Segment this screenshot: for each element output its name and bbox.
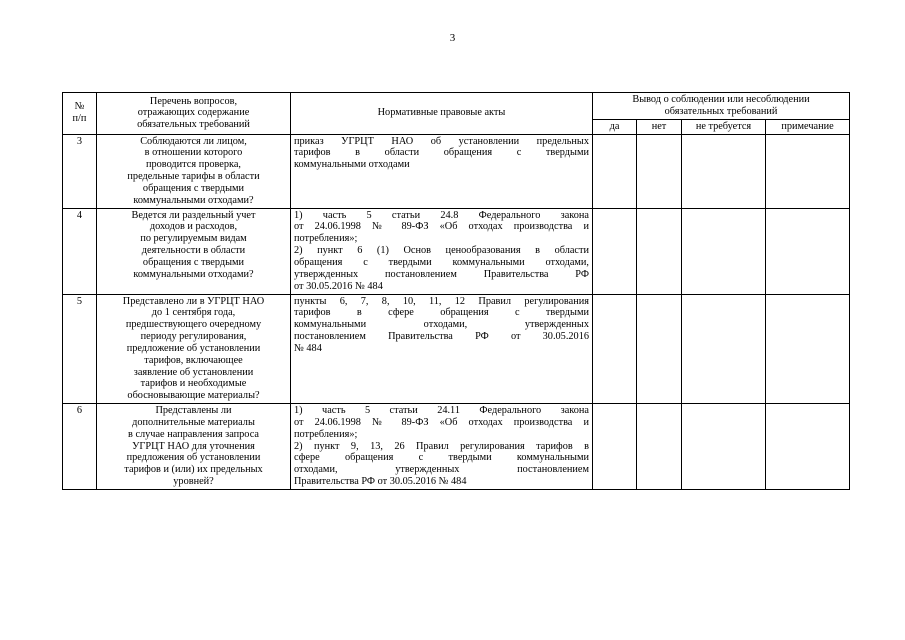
question-line: доходов и расходов, — [149, 221, 238, 233]
question-line: УГРЦТ НАО для уточнения — [132, 440, 255, 452]
no-cell — [637, 134, 682, 208]
table-row — [63, 404, 850, 490]
act-line: постановлением Правительства РФ от 30.05.2016 — [294, 331, 589, 343]
act-line: утвержденных постановлением Правительства РФ — [294, 268, 589, 280]
header-acts: Нормативные правовые акты — [291, 93, 593, 135]
row-number: 6 — [63, 404, 97, 490]
acts-cell — [291, 134, 593, 208]
act-line: от 24.06.1998 № 89-ФЗ «Об отходах производства и — [294, 416, 589, 428]
question-line: обосновывающие материалы? — [127, 390, 260, 402]
page-number: 3 — [449, 32, 456, 44]
question-line: периоду регулирования, — [140, 331, 247, 343]
act-line: обращения с твердыми коммунальными отходами, — [294, 256, 589, 268]
question-line: обращения с твердыми — [142, 182, 245, 194]
table-row — [63, 208, 850, 294]
not-required-cell — [682, 404, 766, 490]
question-line: предложение об установлении — [126, 342, 261, 354]
question-line: до 1 сентября года, — [151, 307, 236, 319]
not-required-cell — [682, 134, 766, 208]
question-line: тарифов и необходимые — [140, 378, 247, 390]
row-number: 4 — [63, 208, 97, 294]
note-cell — [766, 294, 850, 404]
act-line: коммунальными отходами, утвержденных — [294, 319, 589, 331]
yes-cell — [593, 134, 637, 208]
act-line: Правительства РФ от 30.05.2016 № 484 — [294, 476, 467, 488]
question-line: тарифов и (или) их предельных — [124, 464, 263, 476]
question-line: проводится проверка, — [145, 159, 242, 171]
question-line: в случае направления запроса — [128, 428, 259, 440]
question-line: Ведется ли раздельный учет — [131, 209, 256, 221]
question-cell — [97, 404, 291, 490]
subheader-yes: да — [593, 119, 637, 134]
act-line: 1) часть 5 статьи 24.11 Федерального закона — [294, 405, 589, 417]
act-line: коммунальными отходами — [294, 159, 410, 171]
row-number: 5 — [63, 294, 97, 404]
question-line: деятельности в области — [141, 245, 246, 257]
question-line: дополнительные материалы — [132, 416, 255, 428]
requirements-table — [62, 92, 850, 490]
header-num: № п/п — [63, 93, 97, 135]
question-line: заявление об установлении — [133, 366, 254, 378]
act-line: 2) пункт 9, 13, 26 Правил регулирования тарифов в — [294, 440, 589, 452]
question-line: предельные тарифы в области — [127, 171, 260, 183]
question-line: по регулируемым видам — [140, 233, 247, 245]
question-line: тарифов, включающее — [144, 354, 243, 366]
question-line: Представлены ли — [155, 405, 232, 417]
act-line: пункты 6, 7, 8, 10, 11, 12 Правил регулирования — [294, 295, 589, 307]
no-cell — [637, 294, 682, 404]
no-cell — [637, 404, 682, 490]
question-line: предшествующего очередному — [125, 319, 262, 331]
subheader-no: нет — [637, 119, 682, 134]
subheader-not-required: не требуется — [682, 119, 766, 134]
no-cell — [637, 208, 682, 294]
act-line: тарифов в области обращения с твердыми — [294, 147, 589, 159]
act-line: потребления»; — [294, 233, 358, 245]
act-line: от 24.06.1998 № 89-ФЗ «Об отходах производства и — [294, 221, 589, 233]
question-line: коммунальными отходами? — [133, 194, 254, 206]
subheader-note: примечание — [766, 119, 850, 134]
act-line: тарифов в сфере обращения с твердыми — [294, 307, 589, 319]
question-cell — [97, 134, 291, 208]
acts-cell — [291, 208, 593, 294]
question-line: уровней? — [173, 476, 214, 488]
not-required-cell — [682, 208, 766, 294]
yes-cell — [593, 294, 637, 404]
acts-cell — [291, 294, 593, 404]
header-conclusion: Вывод о соблюдении или несоблюдении обязательных требований — [593, 93, 850, 120]
question-line: обращения с твердыми — [142, 256, 245, 268]
acts-cell — [291, 404, 593, 490]
yes-cell — [593, 404, 637, 490]
header-row — [63, 93, 850, 120]
table-row — [63, 134, 850, 208]
act-line: сфере обращения с твердыми коммунальными — [294, 452, 589, 464]
act-line: № 484 — [294, 342, 322, 354]
note-cell — [766, 404, 850, 490]
yes-cell — [593, 208, 637, 294]
not-required-cell — [682, 294, 766, 404]
question-cell — [97, 208, 291, 294]
row-number: 3 — [63, 134, 97, 208]
question-line: в отношении которого — [144, 147, 243, 159]
header-questions: Перечень вопросов, отражающих содержание обязательных требований — [97, 93, 291, 135]
question-line: коммунальными отходами? — [133, 268, 254, 280]
table-body — [63, 134, 850, 489]
act-line: отходами, утвержденных постановлением — [294, 464, 589, 476]
note-cell — [766, 134, 850, 208]
question-line: Представлено ли в УГРЦТ НАО — [122, 295, 265, 307]
act-line: 1) часть 5 статьи 24.8 Федерального закона — [294, 209, 589, 221]
act-line: 2) пункт 6 (1) Основ ценообразования в области — [294, 245, 589, 257]
note-cell — [766, 208, 850, 294]
act-line: потребления»; — [294, 428, 358, 440]
question-line: Соблюдаются ли лицом, — [140, 135, 247, 147]
question-cell — [97, 294, 291, 404]
act-line: от 30.05.2016 № 484 — [294, 280, 383, 292]
question-line: предложения об установлении — [126, 452, 261, 464]
table-row — [63, 294, 850, 404]
act-line: приказ УГРЦТ НАО об установлении предельных — [294, 135, 589, 147]
